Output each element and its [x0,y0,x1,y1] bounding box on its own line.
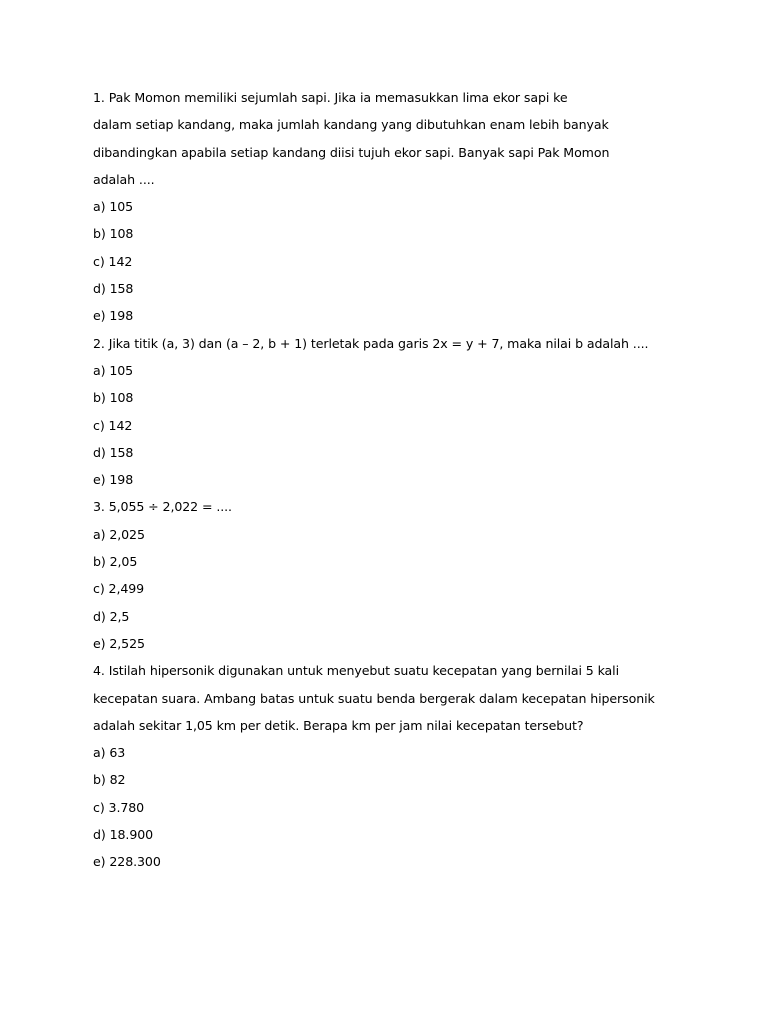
question-3-option-e: e) 2,525 [93,635,145,651]
question-3-option-b: b) 2,05 [93,554,138,570]
question-2-option-b: b) 108 [93,390,134,406]
question-4 [93,657,713,875]
question-1-text-line-3: dibandingkan apabila setiap kandang diisi tujuh ekor sapi. Banyak sapi Pak Momon [93,144,610,160]
question-2-text-line-1: 2. Jika titik (a, 3) dan (a – 2, b + 1) terletak pada garis 2x = y + 7, maka nilai b adalah .... [93,335,649,351]
question-1-text-line-4: adalah .... [93,171,155,187]
question-1-text-line-1: 1. Pak Momon memiliki sejumlah sapi. Jika ia memasukkan lima ekor sapi ke [93,90,568,105]
question-3-text-line-1: 3. 5,055 ÷ 2,022 = .... [93,499,232,515]
question-4-option-e: e) 228.300 [93,854,161,870]
question-2-option-c: c) 142 [93,417,133,433]
question-3-option-a: a) 2,025 [93,526,145,542]
question-4-option-d: d) 18.900 [93,827,154,843]
question-1-option-b: b) 108 [93,226,134,242]
question-1-option-d: d) 158 [93,281,134,297]
question-list [93,84,713,876]
question-1-option-a: a) 105 [93,199,134,215]
question-3-option-c: c) 2,499 [93,581,145,597]
question-2-option-e: e) 198 [93,472,134,488]
question-3-option-d: d) 2,5 [93,608,130,624]
question-1-option-c: c) 142 [93,253,133,269]
question-4-text-line-2: kecepatan suara. Ambang batas untuk suatu benda bergerak dalam kecepatan hipersonik [93,690,655,706]
question-4-text-line-1: 4. Istilah hipersonik digunakan untuk menyebut suatu kecepatan yang bernilai 5 kali [93,663,619,679]
question-2 [93,330,713,494]
question-1 [93,84,713,330]
question-1-option-e: e) 198 [93,308,134,324]
question-1-text-line-2: dalam setiap kandang, maka jumlah kandang yang dibutuhkan enam lebih banyak [93,117,609,133]
question-4-text-line-3: adalah sekitar 1,05 km per detik. Berapa km per jam nilai kecepatan tersebut? [93,717,584,733]
question-4-option-a: a) 63 [93,745,126,761]
question-3 [93,493,713,657]
question-4-option-c: c) 3.780 [93,799,145,815]
question-2-option-a: a) 105 [93,362,134,378]
question-2-option-d: d) 158 [93,444,134,460]
question-4-option-b: b) 82 [93,772,126,788]
